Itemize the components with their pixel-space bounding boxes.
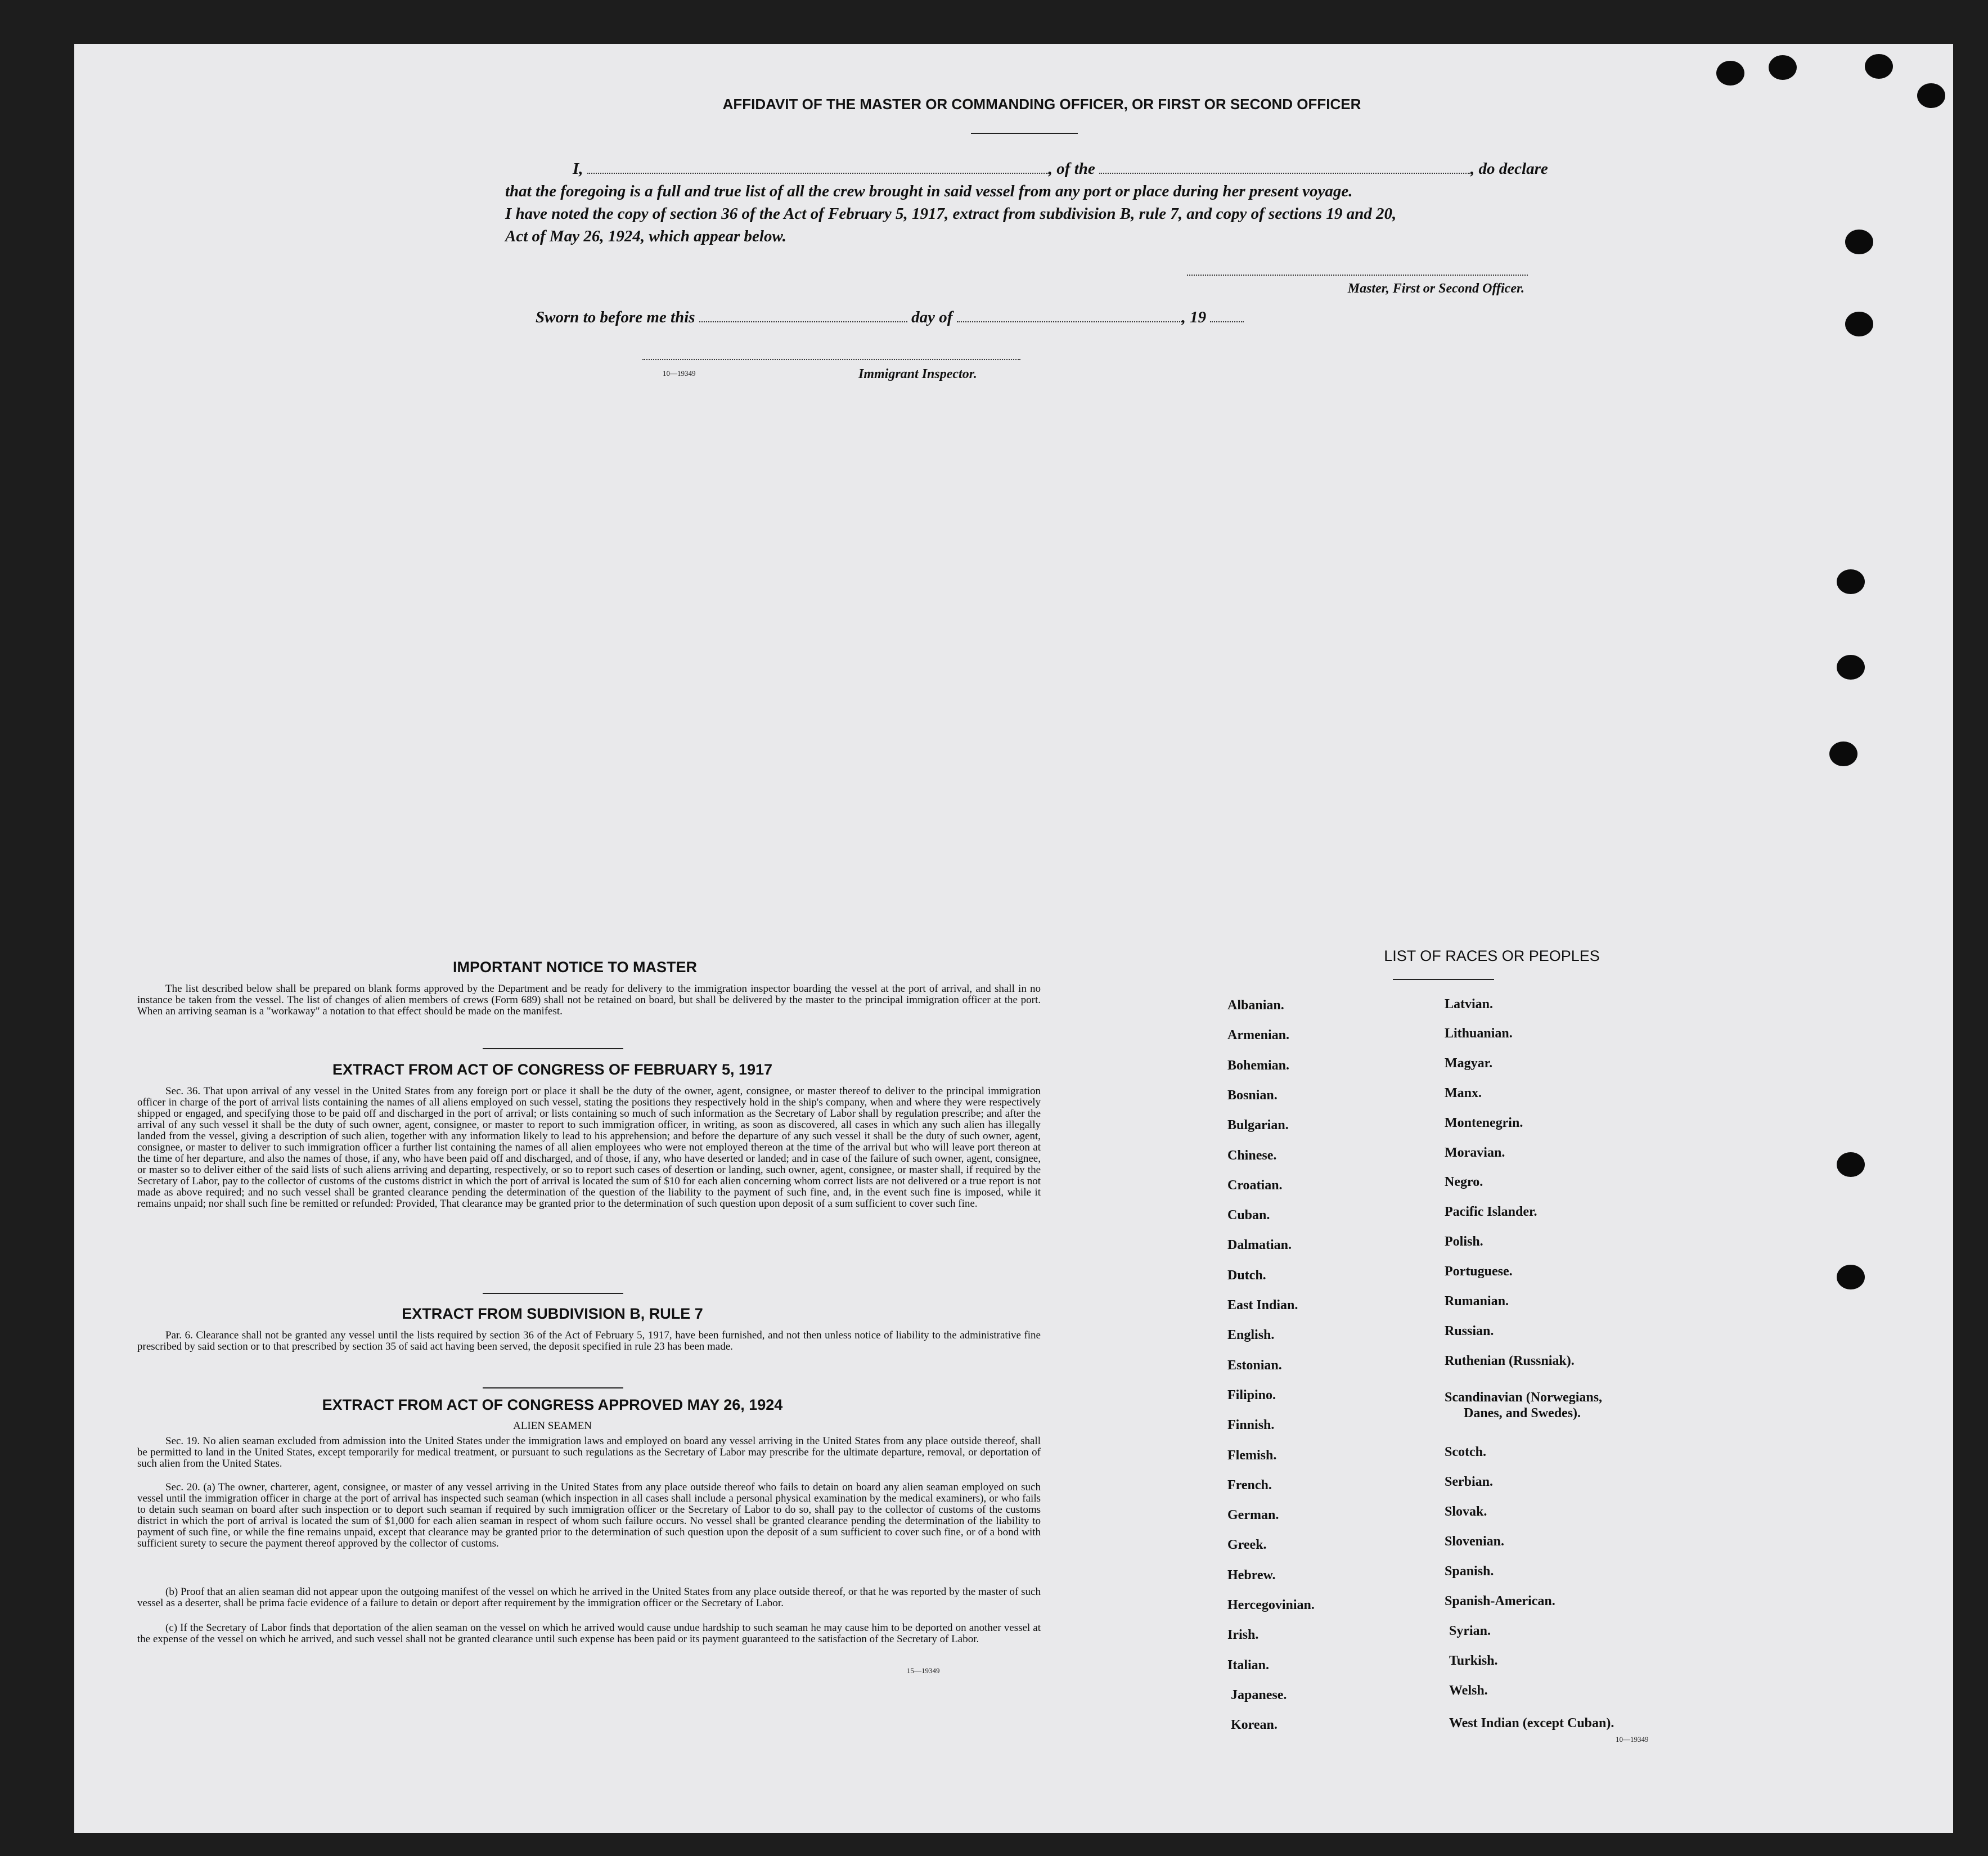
race-item-left: Greek. — [1227, 1538, 1267, 1553]
affidavit-form-number: 10—19349 — [663, 369, 696, 378]
signature-blank — [1187, 275, 1528, 276]
binder-hole — [1845, 312, 1873, 336]
race-item-left: East Indian. — [1227, 1298, 1298, 1313]
binder-hole — [1837, 1152, 1865, 1177]
affidavit-declare: , do declare — [1470, 160, 1548, 178]
divider — [483, 1387, 623, 1388]
race-item-right: Lithuanian. — [1445, 1026, 1513, 1041]
sworn-day-of: day of — [911, 308, 953, 326]
race-item-left: Flemish. — [1227, 1448, 1277, 1463]
sec19-text: Sec. 19. No alien seaman excluded from admission into the United States under the immigration laws and employed on board any vessel arriving in the United States from any place outside thereof, shall be permitted to land in the United States, except temporarily for medical treatment, or pursuant to such regulations as the Secretary of Labor may prescribe for the ultimate departure, removal, or deportation of such alien from the United States. — [137, 1435, 1041, 1469]
affidavit-line2: that the foregoing is a full and true list of all the crew brought in said vessel from any port or place during her present voyage. — [505, 182, 1353, 200]
sworn-line — [536, 308, 1436, 327]
inspector-label: Immigrant Inspector. — [858, 367, 977, 381]
race-item-right: Polish. — [1445, 1234, 1483, 1249]
affidavit-title: AFFIDAVIT OF THE MASTER OR COMMANDING OFFICER, OR FIRST OR SECOND OFFICER — [722, 96, 1361, 113]
races-title: LIST OF RACES OR PEOPLES — [1384, 947, 1600, 964]
race-item-left: Dutch. — [1227, 1268, 1266, 1283]
binder-hole — [1769, 55, 1797, 80]
extract-form-number: 15—19349 — [907, 1666, 940, 1675]
race-item-left: Filipino. — [1227, 1387, 1276, 1403]
race-item-left: German. — [1227, 1508, 1279, 1523]
affidavit-of-the: , of the — [1048, 160, 1095, 178]
race-item-right: Latvian. — [1445, 997, 1494, 1012]
extract-1917-title: EXTRACT FROM ACT OF CONGRESS OF FEBRUARY 5, 1917 — [332, 1061, 773, 1078]
race-item-right: Slovak. — [1445, 1504, 1487, 1519]
race-item-left: Croatian. — [1227, 1178, 1283, 1193]
race-item-left: Estonian. — [1227, 1358, 1282, 1373]
race-item-right: Portuguese. — [1445, 1264, 1513, 1279]
race-item-left: Chinese. — [1227, 1148, 1277, 1163]
races-title-underline — [1393, 979, 1494, 980]
signature-label: Master, First or Second Officer. — [1347, 281, 1524, 296]
binder-hole — [1845, 230, 1873, 254]
sec20c-text: (c) If the Secretary of Labor finds that deportation of the alien seaman on the vessel on which he arrived would cause undue hardship to such seaman he may cause him to be deported on another vessel at the expense of the vessel on which he arrived, and such vessel shall not be granted clearance until such expense has been paid or its payment guaranteed to the satisfaction of the Secretary of Labor. — [137, 1622, 1041, 1645]
binder-hole — [1829, 741, 1857, 766]
race-item-right: Negro. — [1445, 1175, 1483, 1189]
notice-text: The list described below shall be prepared on blank forms approved by the Department and be ready for delivery to the immigration inspector boarding the vessel at the port of arrival, and shall in no instance be taken from the vessel. The list of changes of alien members of crews (Form 689) shall not be retained on board, but shall be delivered by the master to the principal immigration officer at the port. When an arriving seaman is a "workaway" a notation to that effect should be made on the manifest. — [137, 983, 1041, 1017]
race-item-right: Ruthenian (Russniak). — [1445, 1354, 1575, 1368]
race-item-left: Bohemian. — [1227, 1058, 1290, 1073]
title-underline — [971, 133, 1078, 134]
race-item-right: Scandinavian (Norwegians, — [1445, 1390, 1603, 1405]
binder-hole — [1837, 569, 1865, 594]
divider — [483, 1048, 623, 1049]
rule7-title: EXTRACT FROM SUBDIVISION B, RULE 7 — [402, 1305, 703, 1322]
race-item-right: Pacific Islander. — [1445, 1205, 1537, 1219]
binder-hole — [1837, 1265, 1865, 1289]
race-item-right: Danes, and Swedes). — [1464, 1406, 1581, 1421]
race-item-left: Hebrew. — [1227, 1567, 1276, 1583]
binder-hole — [1917, 83, 1945, 108]
binder-hole — [1865, 54, 1893, 79]
divider — [483, 1293, 623, 1294]
alien-seamen-subtitle: ALIEN SEAMEN — [513, 1420, 592, 1432]
sworn-year: , 19 — [1181, 308, 1207, 326]
race-item-right: Russian. — [1445, 1324, 1494, 1338]
race-item-right: Moravian. — [1445, 1145, 1505, 1160]
sec20a-text: Sec. 20. (a) The owner, charterer, agent, consignee, or master of any vessel arriving in the United States from any place outside thereof who fails to detain on board any alien seaman employed on such vessel until the immigration officer in charge at the port of arrival has inspected such seaman (which inspection in all cases shall include a personal physical examination by the medical examiners), or who fails to detain such seaman on board after such inspection or to deport such seaman if required by such immigration officer or the Secretary of Labor to do so, shall pay to the collector of customs of the customs district in which the port of arrival is located the sum of $1,000 for each alien seaman in respect of whom such failure occurs. No vessel shall be granted clearance pending the determination of the liability to payment of such fine, or while the fine remains unpaid, except that clearance may be granted prior to the determination of such question upon the deposit of a sum sufficient to cover such fine, or of a bond with sufficient surety to secure the payment thereof approved by the collector of customs. — [137, 1481, 1041, 1549]
race-item-left: Dalmatian. — [1227, 1238, 1292, 1253]
race-item-right: Scotch. — [1445, 1445, 1486, 1459]
race-item-left: Albanian. — [1227, 998, 1284, 1013]
race-item-left: Cuban. — [1227, 1208, 1270, 1223]
affidavit-line4: Act of May 26, 1924, which appear below. — [505, 227, 786, 245]
year-blank — [1210, 321, 1244, 322]
binder-hole — [1716, 61, 1744, 86]
race-item-right: Slovenian. — [1445, 1534, 1505, 1549]
race-item-right: Turkish. — [1449, 1653, 1498, 1668]
sec20b-text: (b) Proof that an alien seaman did not appear upon the outgoing manifest of the vessel on which he arrived in the United States from any place outside thereof, or that he was reported by the master of such vessel as a deserter, shall be prima facie evidence of a failure to detain or deport after requirement by the immigration officer or the Secretary of Labor. — [137, 1586, 1041, 1609]
race-item-left: Armenian. — [1227, 1028, 1289, 1043]
affidavit-i: I, — [573, 160, 583, 178]
affidavit-line1 — [505, 160, 1630, 178]
races-form-number: 10—19349 — [1616, 1735, 1649, 1743]
extract-1917-text: Sec. 36. That upon arrival of any vessel in the United States from any foreign port or place it shall be the duty of the owner, agent, consignee, or master thereof to deliver to the principal immigration officer in charge of the port of arrival lists containing the names of all aliens employed on such vessel, stating the positions they respectively hold in the ship's company, when and where they were respectively shipped or engaged, and specifying those to be paid off and discharged in the port of arrival; or lists containing so much of such information as the Secretary of Labor shall by regulation prescribe; and after the arrival of any such vessel it shall be the duty of such owner, agent, consignee, or master to report to such immigration officer, in writing, as soon as discovered, all cases in which any such alien has illegally landed from the vessel, giving a description of such alien, together with any information likely to lead to his apprehension; and before the departure of any such vessel it shall be the duty of such owner, agent, consignee, or master to deliver to such immigration officer a further list containing the names of all alien employees who were not employed thereon at the time of the arrival but who will leave port thereon at the time of her departure, and also the names of those, if any, who have been paid off and discharged, and of those, if any, who have deserted or landed; and in case of the failure of such owner, agent, consignee, or master so to deliver either of the said lists of such aliens arriving and departing, respectively, or so to report such cases of desertion or landing, such owner, agent, consignee, or master shall, if required by the Secretary of Labor, pay to the collector of customs of the customs district in which the port of arrival is located the sum of $10 for each alien concerning whom correct lists are not delivered or a true report is not made as above required; and no such vessel shall be granted clearance pending the determination of the question of the liability to the payment of such fine, and, in the event such fine is imposed, while it remains unpaid; nor shall such fine be remitted or refunded: Provided, That clearance may be granted prior to the determination of such question upon deposit of a sum sufficient to cover such fine. — [137, 1085, 1041, 1210]
race-item-right: Spanish. — [1445, 1564, 1494, 1579]
race-item-right: Rumanian. — [1445, 1294, 1509, 1309]
race-item-right: Serbian. — [1445, 1475, 1494, 1489]
document-page — [74, 44, 1953, 1833]
month-blank — [957, 321, 1182, 322]
race-item-right: West Indian (except Cuban). — [1449, 1716, 1614, 1731]
race-item-right: Magyar. — [1445, 1056, 1493, 1071]
race-item-left: Bulgarian. — [1227, 1118, 1289, 1133]
extract-1924-title: EXTRACT FROM ACT OF CONGRESS APPROVED MAY 26, 1924 — [322, 1396, 783, 1413]
notice-title: IMPORTANT NOTICE TO MASTER — [453, 959, 697, 976]
race-item-left: Finnish. — [1227, 1418, 1275, 1433]
race-item-left: Korean. — [1231, 1718, 1278, 1733]
name-blank — [587, 173, 1049, 174]
race-item-left: French. — [1227, 1477, 1272, 1493]
race-item-left: Italian. — [1227, 1657, 1270, 1673]
inspector-blank — [642, 359, 1020, 360]
race-item-left: Bosnian. — [1227, 1087, 1278, 1103]
race-item-right: Syrian. — [1449, 1624, 1491, 1638]
affidavit-line3: I have noted the copy of section 36 of the Act of February 5, 1917, extract from subdivision B, rule 7, and copy of sections 19 and 20, — [505, 205, 1397, 223]
race-item-right: Welsh. — [1449, 1683, 1488, 1698]
day-blank — [699, 321, 907, 322]
race-item-left: Irish. — [1227, 1628, 1259, 1643]
race-item-right: Manx. — [1445, 1086, 1482, 1100]
race-item-left: Hercegovinian. — [1227, 1598, 1315, 1612]
race-item-right: Spanish-American. — [1445, 1594, 1555, 1608]
sworn-prefix: Sworn to before me this — [536, 308, 695, 326]
vessel-blank — [1099, 173, 1470, 174]
binder-hole — [1837, 655, 1865, 680]
race-item-left: English. — [1227, 1328, 1275, 1343]
race-item-right: Montenegrin. — [1445, 1116, 1523, 1130]
rule7-text: Par. 6. Clearance shall not be granted any vessel until the lists required by section 36 of the Act of February 5, 1917, have been furnished, and not then unless notice of liability to the administrative fine prescribed by said section or to that prescribed by section 35 of said act having been served, the deposit specified in rule 23 has been made. — [137, 1329, 1041, 1352]
race-item-left: Japanese. — [1231, 1687, 1287, 1702]
